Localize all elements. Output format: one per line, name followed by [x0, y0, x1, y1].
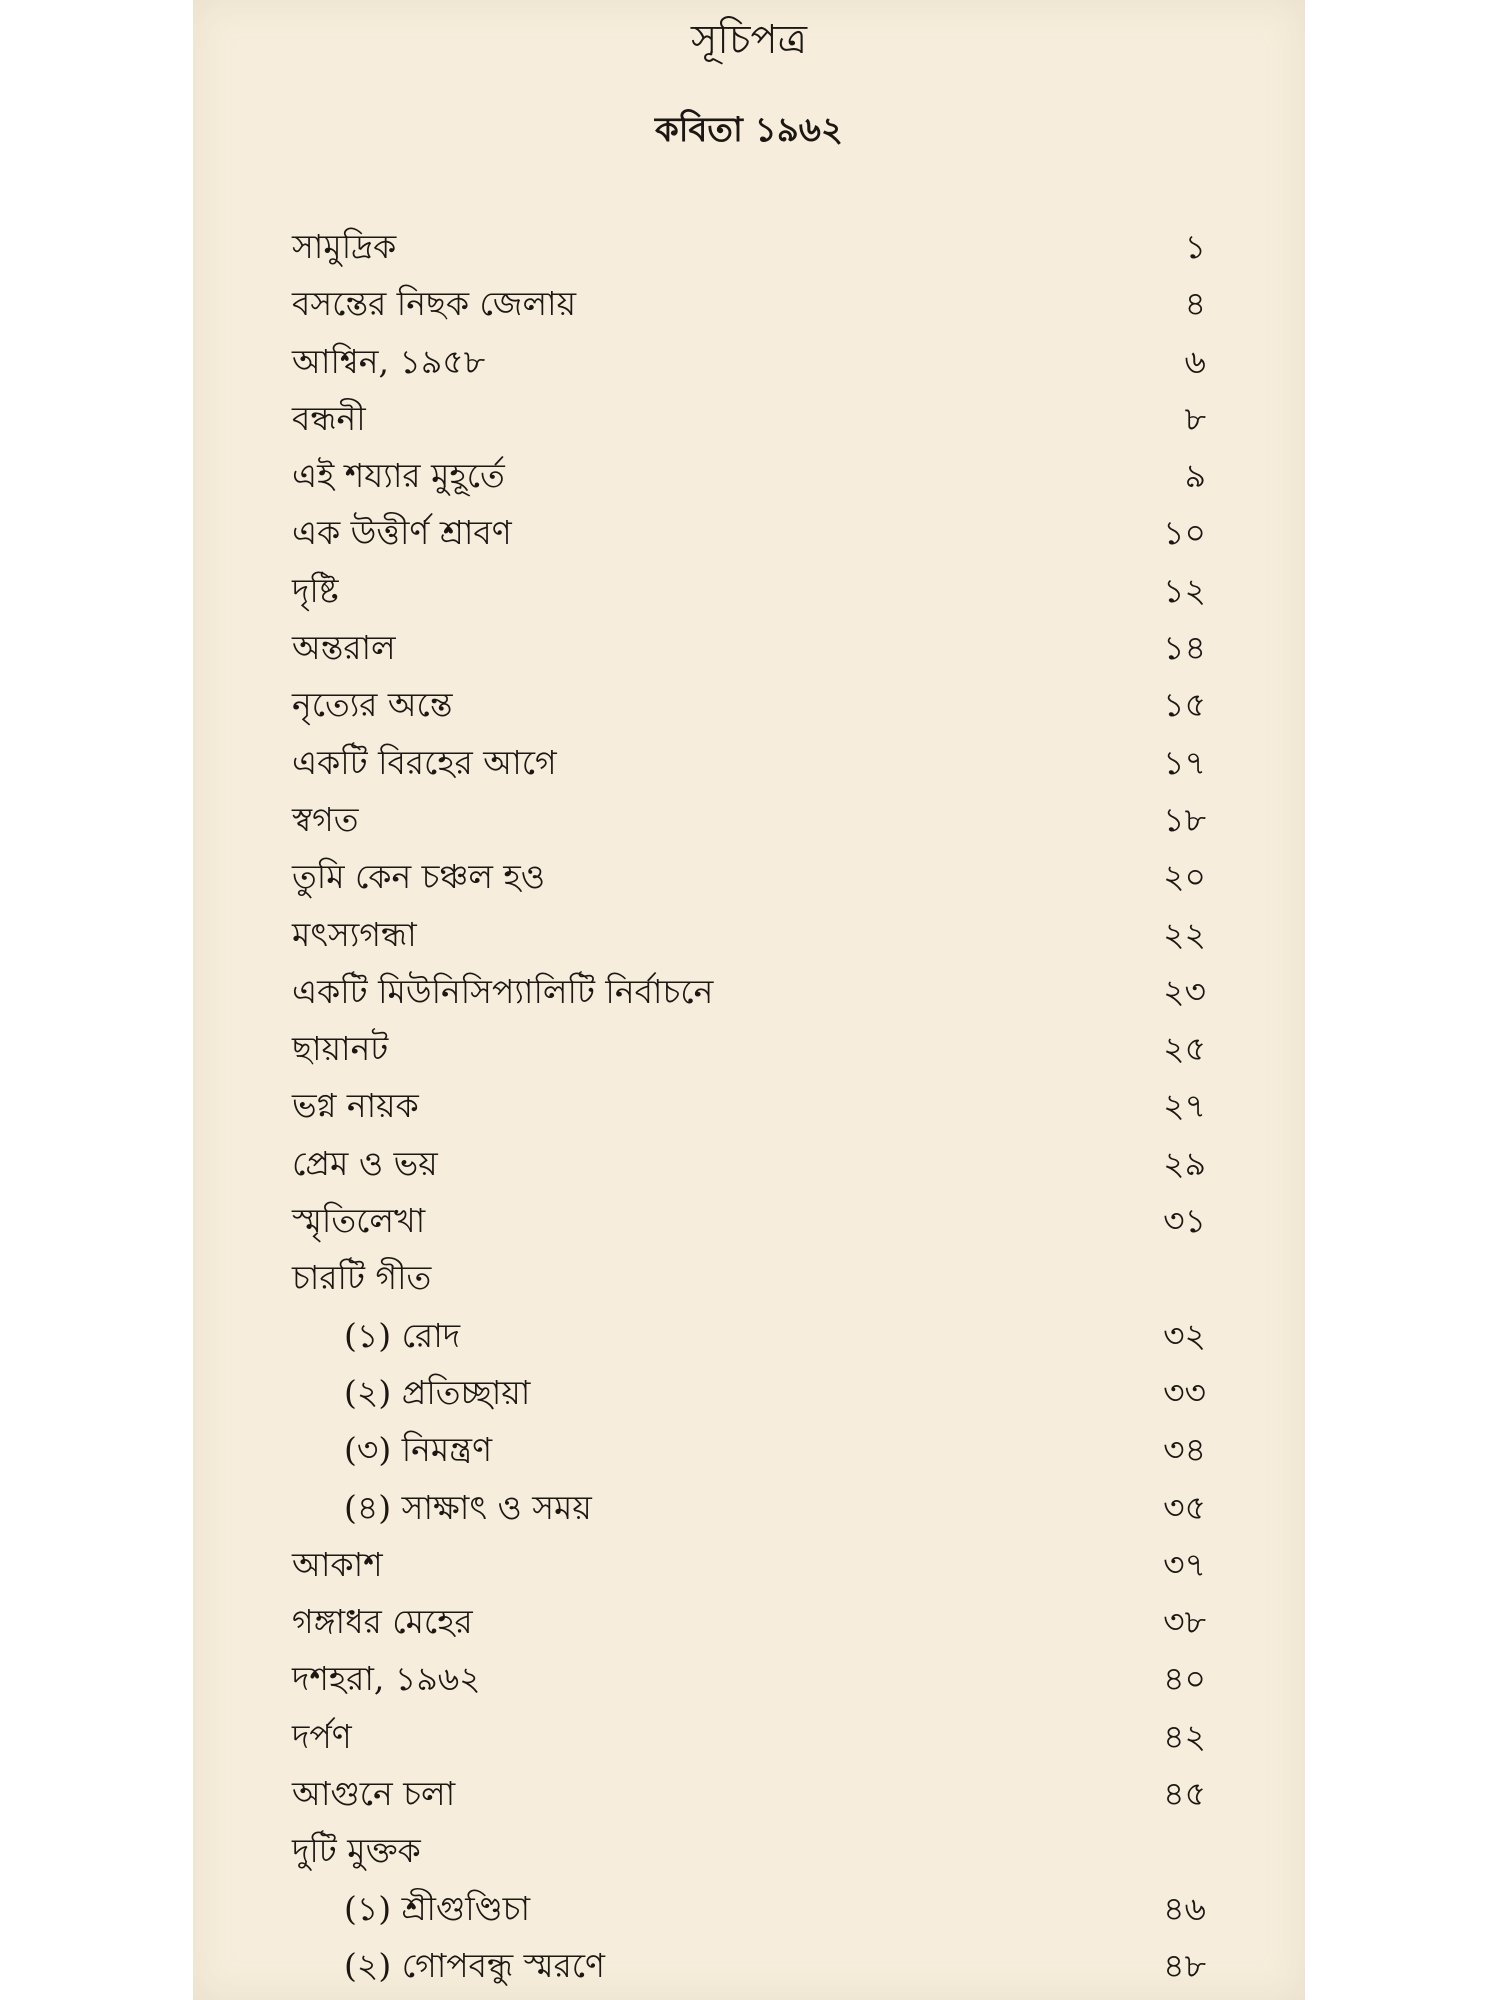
entry-title: (৩) নিমন্ত্রণ	[344, 1430, 493, 1470]
entry-page-number: ৮	[1184, 398, 1206, 438]
entry-title: দর্পণ	[292, 1716, 352, 1756]
entry-title: বসন্তের নিছক জেলায়	[292, 284, 577, 324]
entry-title: দুটি মুক্তক	[292, 1831, 421, 1871]
toc-entry	[292, 1080, 1206, 1137]
toc-entry	[292, 1539, 1206, 1596]
toc-entry	[292, 278, 1206, 335]
entry-page-number: ১০	[1163, 513, 1206, 553]
entry-title: সামুদ্রিক	[292, 227, 397, 266]
entry-title: অন্তরাল	[292, 628, 396, 668]
entry-page-number: ১৮	[1163, 799, 1206, 839]
entry-page-number: ৪৫	[1163, 1774, 1206, 1814]
toc-entry	[292, 221, 1206, 278]
table-of-contents	[292, 221, 1206, 1997]
toc-subentry	[292, 1367, 1206, 1424]
toc-entry	[292, 1653, 1206, 1710]
entry-title: প্রেম ও ভয়	[292, 1143, 438, 1183]
entry-page-number: ৩৭	[1163, 1544, 1206, 1584]
entry-page-number: ২৩	[1163, 971, 1206, 1011]
toc-entry	[292, 1138, 1206, 1195]
page-title: সূচিপত্র	[691, 17, 807, 63]
entry-page-number: ১৭	[1163, 742, 1206, 782]
toc-entry	[292, 1825, 1206, 1882]
toc-subentry	[292, 1424, 1206, 1481]
toc-entry	[292, 1711, 1206, 1768]
toc-entry	[292, 851, 1206, 908]
entry-title: আগুনে চলা	[292, 1774, 456, 1814]
toc-entry	[292, 966, 1206, 1023]
section-heading: কবিতা ১৯৬২	[655, 110, 843, 150]
toc-subentry	[292, 1940, 1206, 1997]
entry-title: স্বগত	[292, 799, 359, 839]
toc-entry	[292, 1252, 1206, 1309]
entry-title: স্মৃতিলেখা	[292, 1201, 426, 1241]
toc-subentry	[292, 1883, 1206, 1940]
entry-page-number: ৩২	[1163, 1315, 1206, 1355]
book-page	[193, 0, 1305, 2000]
toc-entry	[292, 1768, 1206, 1825]
toc-entry	[292, 450, 1206, 507]
toc-entry	[292, 737, 1206, 794]
entry-title: নৃত্যের অন্তে	[292, 685, 453, 725]
entry-title: একটি মিউনিসিপ্যালিটি নির্বাচনে	[292, 971, 714, 1011]
entry-title: ছায়ানট	[292, 1029, 389, 1069]
toc-entry	[292, 909, 1206, 966]
toc-entry	[292, 507, 1206, 564]
toc-subentry	[292, 1310, 1206, 1367]
entry-title: বন্ধনী	[292, 398, 366, 438]
entry-page-number: ৩৪	[1163, 1430, 1206, 1470]
entry-page-number: ১২	[1163, 570, 1206, 610]
entry-page-number: ৩৫	[1163, 1487, 1206, 1527]
entry-page-number: ৪৮	[1163, 1945, 1206, 1985]
entry-page-number: ৪	[1184, 284, 1206, 324]
entry-page-number: ২৯	[1163, 1143, 1206, 1183]
toc-entry	[292, 1023, 1206, 1080]
entry-page-number: ২৫	[1163, 1029, 1206, 1069]
entry-page-number: ২৭	[1163, 1086, 1206, 1126]
toc-entry	[292, 1195, 1206, 1252]
entry-title: গঙ্গাধর মেহের	[292, 1602, 473, 1642]
entry-page-number: ৩৩	[1163, 1372, 1206, 1412]
entry-page-number: ১৪	[1163, 628, 1206, 668]
entry-title: এই শয্যার মুহূর্তে	[292, 456, 505, 496]
entry-title: আকাশ	[292, 1544, 383, 1584]
entry-page-number: ১	[1184, 227, 1206, 266]
entry-title: (২) প্রতিচ্ছায়া	[344, 1372, 531, 1412]
entry-title: (২) গোপবন্ধু স্মরণে	[344, 1945, 605, 1985]
entry-title: তুমি কেন চঞ্চল হও	[292, 857, 546, 897]
entry-title: (৪) সাক্ষাৎ ও সময়	[344, 1487, 592, 1527]
entry-title: ভগ্ন নায়ক	[292, 1086, 419, 1126]
entry-title: দৃষ্টি	[292, 570, 339, 610]
entry-title: এক উত্তীর্ণ শ্রাবণ	[292, 513, 512, 553]
entry-page-number: ২২	[1163, 914, 1206, 954]
entry-page-number: ২০	[1163, 857, 1206, 897]
entry-title: চারটি গীত	[292, 1258, 432, 1298]
entry-title: আশ্বিন, ১৯৫৮	[292, 341, 486, 381]
entry-title: (১) রোদ	[344, 1315, 461, 1355]
entry-title: একটি বিরহের আগে	[292, 742, 557, 782]
toc-entry	[292, 679, 1206, 736]
entry-page-number: ১৫	[1163, 685, 1206, 725]
entry-title: (১) শ্রীগুণ্ডিচা	[344, 1888, 531, 1928]
toc-entry	[292, 393, 1206, 450]
toc-entry	[292, 565, 1206, 622]
entry-page-number: ৩১	[1163, 1201, 1206, 1241]
toc-entry	[292, 622, 1206, 679]
toc-subentry	[292, 1482, 1206, 1539]
toc-entry	[292, 1596, 1206, 1653]
entry-page-number: ৪২	[1163, 1716, 1206, 1756]
toc-entry	[292, 794, 1206, 851]
entry-title: দশহরা, ১৯৬২	[292, 1659, 481, 1699]
entry-page-number: ৪০	[1163, 1659, 1206, 1699]
entry-page-number: ৯	[1184, 456, 1206, 496]
toc-entry	[292, 336, 1206, 393]
entry-page-number: ৬	[1184, 341, 1206, 381]
entry-title: মৎস্যগন্ধা	[292, 914, 417, 954]
entry-page-number: ৩৮	[1163, 1602, 1206, 1642]
entry-page-number: ৪৬	[1163, 1888, 1206, 1928]
